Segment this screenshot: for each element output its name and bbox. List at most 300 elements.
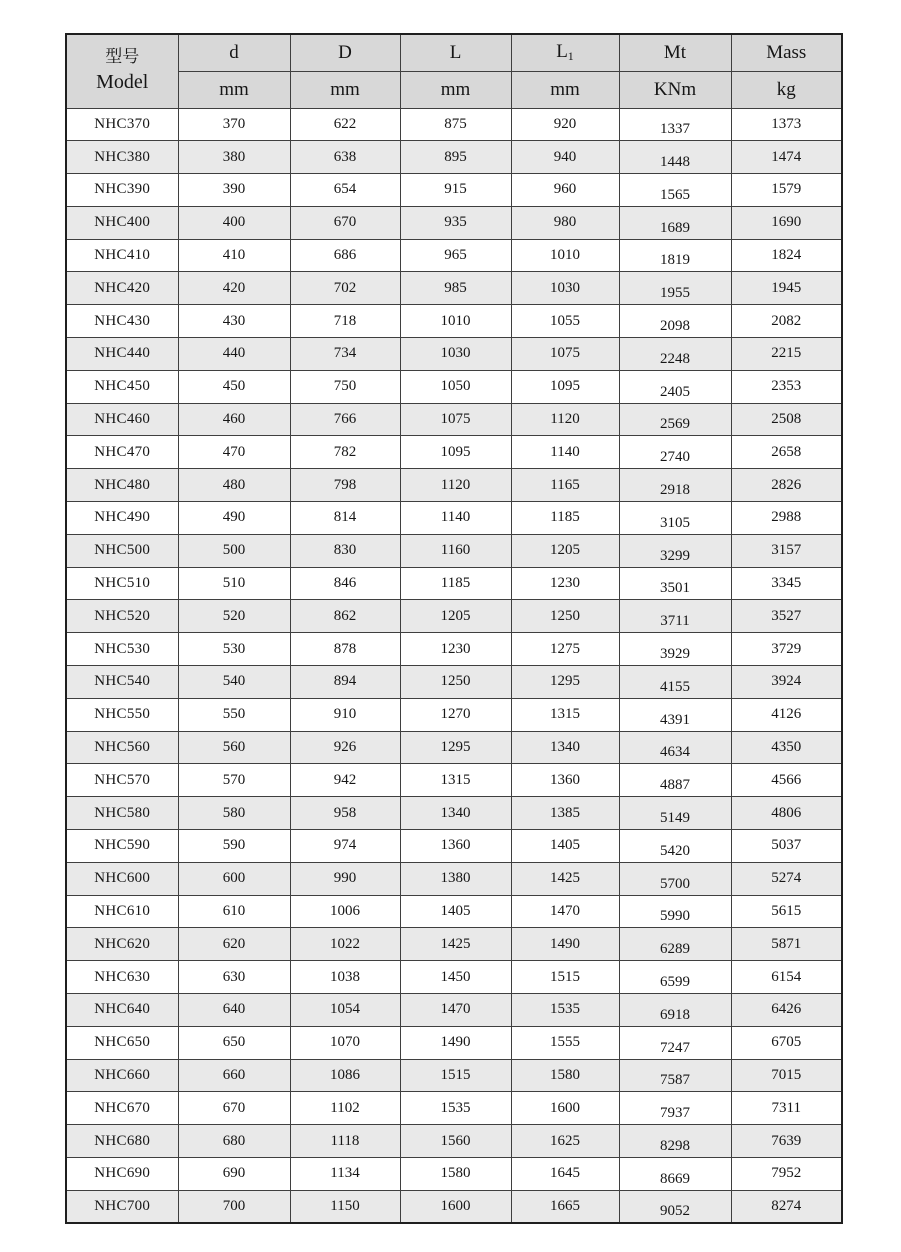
mt-value: 1565	[660, 186, 690, 203]
data-cell: 3924	[731, 666, 842, 699]
data-cell: 610	[178, 895, 290, 928]
mt-value: 2248	[660, 350, 690, 367]
data-cell: 1645	[511, 1158, 619, 1191]
model-cell: NHC440	[66, 338, 178, 371]
data-cell: 958	[290, 797, 400, 830]
data-cell: 1275	[511, 633, 619, 666]
model-cell: NHC430	[66, 305, 178, 338]
mt-value: 2098	[660, 318, 690, 335]
data-cell: 490	[178, 502, 290, 535]
data-cell: 1373	[731, 108, 842, 141]
data-cell: 1380	[400, 862, 511, 895]
data-cell: 814	[290, 502, 400, 535]
data-cell: 1120	[400, 469, 511, 502]
model-cell: NHC490	[66, 502, 178, 535]
model-cell: NHC600	[66, 862, 178, 895]
data-cell: 766	[290, 403, 400, 436]
model-header-english: Model	[96, 71, 149, 94]
data-cell: 6154	[731, 961, 842, 994]
model-cell: NHC570	[66, 764, 178, 797]
data-cell: 600	[178, 862, 290, 895]
data-cell: 875	[400, 108, 511, 141]
data-cell: 1490	[511, 928, 619, 961]
data-cell: 1315	[511, 698, 619, 731]
model-cell: NHC410	[66, 239, 178, 272]
model-cell: NHC420	[66, 272, 178, 305]
table-row-nhc390	[66, 174, 842, 207]
data-cell: 1625	[511, 1125, 619, 1158]
mt-value: 7247	[660, 1039, 690, 1056]
table-row-nhc540	[66, 666, 842, 699]
data-cell: 1095	[400, 436, 511, 469]
mt-cell	[619, 1158, 731, 1191]
model-cell: NHC690	[66, 1158, 178, 1191]
data-cell: 580	[178, 797, 290, 830]
mt-cell	[619, 502, 731, 535]
data-cell: 1086	[290, 1059, 400, 1092]
data-cell: 430	[178, 305, 290, 338]
column-header-d: d	[178, 34, 290, 71]
data-cell: 718	[290, 305, 400, 338]
model-cell: NHC400	[66, 206, 178, 239]
table-row-nhc370	[66, 108, 842, 141]
data-cell: 1185	[511, 502, 619, 535]
mt-cell	[619, 1125, 731, 1158]
mt-value: 9052	[660, 1203, 690, 1220]
mt-value: 6599	[660, 974, 690, 991]
model-cell: NHC500	[66, 534, 178, 567]
mt-value: 2405	[660, 383, 690, 400]
data-cell: 460	[178, 403, 290, 436]
data-cell: 1030	[400, 338, 511, 371]
data-cell: 8274	[731, 1190, 842, 1223]
table-row-nhc380	[66, 141, 842, 174]
data-cell: 520	[178, 600, 290, 633]
data-cell: 670	[178, 1092, 290, 1125]
mt-cell	[619, 1026, 731, 1059]
data-cell: 690	[178, 1158, 290, 1191]
spec-table	[65, 33, 843, 1224]
model-cell: NHC700	[66, 1190, 178, 1223]
data-cell: 798	[290, 469, 400, 502]
mt-value: 3711	[660, 613, 690, 630]
data-cell: 1340	[511, 731, 619, 764]
data-cell: 2826	[731, 469, 842, 502]
mt-value: 4391	[660, 711, 690, 728]
column-unit-l: mm	[400, 71, 511, 108]
table-row-nhc660	[66, 1059, 842, 1092]
mt-cell	[619, 534, 731, 567]
table-row-nhc670	[66, 1092, 842, 1125]
data-cell: 1425	[511, 862, 619, 895]
data-cell: 1360	[511, 764, 619, 797]
mt-cell	[619, 1059, 731, 1092]
data-cell: 560	[178, 731, 290, 764]
mt-cell	[619, 206, 731, 239]
mt-value: 5149	[660, 810, 690, 827]
data-cell: 942	[290, 764, 400, 797]
mt-value: 3929	[660, 646, 690, 663]
table-row-nhc530	[66, 633, 842, 666]
data-cell: 1824	[731, 239, 842, 272]
data-cell: 550	[178, 698, 290, 731]
data-cell: 470	[178, 436, 290, 469]
data-cell: 1140	[511, 436, 619, 469]
mt-cell	[619, 830, 731, 863]
data-cell: 1205	[511, 534, 619, 567]
data-cell: 390	[178, 174, 290, 207]
data-cell: 782	[290, 436, 400, 469]
data-cell: 1022	[290, 928, 400, 961]
data-cell: 410	[178, 239, 290, 272]
mt-cell	[619, 1092, 731, 1125]
mt-value: 2740	[660, 449, 690, 466]
model-cell: NHC590	[66, 830, 178, 863]
column-header-d: D	[290, 34, 400, 71]
data-cell: 1470	[511, 895, 619, 928]
mt-cell	[619, 797, 731, 830]
table-row-nhc570	[66, 764, 842, 797]
data-cell: 1095	[511, 370, 619, 403]
table-row-nhc650	[66, 1026, 842, 1059]
data-cell: 1340	[400, 797, 511, 830]
data-cell: 734	[290, 338, 400, 371]
data-cell: 910	[290, 698, 400, 731]
mt-cell	[619, 731, 731, 764]
data-cell: 926	[290, 731, 400, 764]
data-cell: 510	[178, 567, 290, 600]
mt-cell	[619, 141, 731, 174]
data-cell: 2215	[731, 338, 842, 371]
data-cell: 1295	[511, 666, 619, 699]
data-cell: 974	[290, 830, 400, 863]
model-cell: NHC530	[66, 633, 178, 666]
data-cell: 1474	[731, 141, 842, 174]
data-cell: 686	[290, 239, 400, 272]
data-cell: 1315	[400, 764, 511, 797]
mt-value: 3105	[660, 514, 690, 531]
model-cell: NHC480	[66, 469, 178, 502]
table-row-nhc480	[66, 469, 842, 502]
data-cell: 1470	[400, 994, 511, 1027]
data-cell: 4806	[731, 797, 842, 830]
column-header-mt: Mt	[619, 34, 731, 71]
data-cell: 680	[178, 1125, 290, 1158]
mt-cell	[619, 1190, 731, 1223]
table-row-nhc600	[66, 862, 842, 895]
data-cell: 830	[290, 534, 400, 567]
data-cell: 1010	[400, 305, 511, 338]
data-cell: 935	[400, 206, 511, 239]
mt-value: 3501	[660, 580, 690, 597]
data-cell: 1560	[400, 1125, 511, 1158]
table-row-nhc700	[66, 1190, 842, 1223]
model-cell: NHC520	[66, 600, 178, 633]
mt-value: 8669	[660, 1170, 690, 1187]
data-cell: 1250	[400, 666, 511, 699]
data-cell: 980	[511, 206, 619, 239]
data-cell: 1405	[400, 895, 511, 928]
table-row-nhc470	[66, 436, 842, 469]
data-cell: 7015	[731, 1059, 842, 1092]
mt-cell	[619, 862, 731, 895]
model-column-header	[66, 34, 178, 108]
mt-cell	[619, 928, 731, 961]
data-cell: 1555	[511, 1026, 619, 1059]
model-cell: NHC380	[66, 141, 178, 174]
data-cell: 1120	[511, 403, 619, 436]
mt-value: 7587	[660, 1072, 690, 1089]
mt-cell	[619, 469, 731, 502]
data-cell: 965	[400, 239, 511, 272]
data-cell: 1600	[400, 1190, 511, 1223]
mt-value: 7937	[660, 1105, 690, 1122]
table-row-nhc430	[66, 305, 842, 338]
data-cell: 370	[178, 108, 290, 141]
mt-value: 1955	[660, 285, 690, 302]
data-cell: 1038	[290, 961, 400, 994]
table-body	[66, 108, 842, 1223]
mt-value: 5420	[660, 842, 690, 859]
data-cell: 1055	[511, 305, 619, 338]
mt-cell	[619, 961, 731, 994]
model-cell: NHC460	[66, 403, 178, 436]
data-cell: 3345	[731, 567, 842, 600]
data-cell: 570	[178, 764, 290, 797]
model-cell: NHC660	[66, 1059, 178, 1092]
data-cell: 960	[511, 174, 619, 207]
mt-cell	[619, 895, 731, 928]
mt-cell	[619, 666, 731, 699]
data-cell: 420	[178, 272, 290, 305]
data-cell: 5274	[731, 862, 842, 895]
data-cell: 915	[400, 174, 511, 207]
table-row-nhc590	[66, 830, 842, 863]
data-cell: 940	[511, 141, 619, 174]
table-row-nhc580	[66, 797, 842, 830]
mt-value: 8298	[660, 1138, 690, 1154]
data-cell: 1490	[400, 1026, 511, 1059]
data-cell: 878	[290, 633, 400, 666]
data-cell: 500	[178, 534, 290, 567]
data-cell: 670	[290, 206, 400, 239]
table-row-nhc640	[66, 994, 842, 1027]
mt-cell	[619, 272, 731, 305]
data-cell: 1425	[400, 928, 511, 961]
column-unit-mt: KNm	[619, 71, 731, 108]
mt-value: 4155	[660, 678, 690, 695]
mt-cell	[619, 108, 731, 141]
data-cell: 1450	[400, 961, 511, 994]
column-unit-d: mm	[290, 71, 400, 108]
mt-cell	[619, 600, 731, 633]
mt-value: 5700	[660, 875, 690, 892]
data-cell: 1690	[731, 206, 842, 239]
model-cell: NHC670	[66, 1092, 178, 1125]
mt-cell	[619, 633, 731, 666]
data-cell: 1070	[290, 1026, 400, 1059]
data-cell: 1185	[400, 567, 511, 600]
data-cell: 7639	[731, 1125, 842, 1158]
data-cell: 3157	[731, 534, 842, 567]
data-cell: 1360	[400, 830, 511, 863]
table-row-nhc690	[66, 1158, 842, 1191]
model-cell: NHC370	[66, 108, 178, 141]
data-cell: 700	[178, 1190, 290, 1223]
model-cell: NHC560	[66, 731, 178, 764]
data-cell: 440	[178, 338, 290, 371]
data-cell: 1140	[400, 502, 511, 535]
data-cell: 2658	[731, 436, 842, 469]
model-cell: NHC510	[66, 567, 178, 600]
data-cell: 450	[178, 370, 290, 403]
data-cell: 895	[400, 141, 511, 174]
table-row-nhc410	[66, 239, 842, 272]
data-cell: 622	[290, 108, 400, 141]
mt-value: 2569	[660, 416, 690, 433]
model-cell: NHC450	[66, 370, 178, 403]
mt-cell	[619, 994, 731, 1027]
data-cell: 1150	[290, 1190, 400, 1223]
data-cell: 1580	[400, 1158, 511, 1191]
data-cell: 1385	[511, 797, 619, 830]
mt-value: 4887	[660, 777, 690, 794]
mt-value: 1448	[660, 154, 690, 171]
mt-value: 3299	[660, 547, 690, 564]
mt-value: 4634	[660, 744, 690, 761]
table-row-nhc500	[66, 534, 842, 567]
data-cell: 654	[290, 174, 400, 207]
model-cell: NHC610	[66, 895, 178, 928]
data-cell: 1535	[400, 1092, 511, 1125]
data-cell: 1160	[400, 534, 511, 567]
mt-cell	[619, 370, 731, 403]
data-cell: 1134	[290, 1158, 400, 1191]
data-cell: 1250	[511, 600, 619, 633]
data-cell: 1230	[400, 633, 511, 666]
column-header-mass: Mass	[731, 34, 842, 71]
data-cell: 1945	[731, 272, 842, 305]
data-cell: 985	[400, 272, 511, 305]
mt-value: 5990	[660, 908, 690, 925]
mt-cell	[619, 403, 731, 436]
data-cell: 1535	[511, 994, 619, 1027]
mt-value: 2918	[660, 482, 690, 499]
mt-value: 6289	[660, 941, 690, 958]
data-cell: 5615	[731, 895, 842, 928]
data-cell: 7952	[731, 1158, 842, 1191]
data-cell: 1580	[511, 1059, 619, 1092]
data-cell: 4350	[731, 731, 842, 764]
data-cell: 1515	[400, 1059, 511, 1092]
mt-cell	[619, 436, 731, 469]
data-cell: 7311	[731, 1092, 842, 1125]
data-cell: 1050	[400, 370, 511, 403]
model-cell: NHC680	[66, 1125, 178, 1158]
data-cell: 862	[290, 600, 400, 633]
column-header-subscript: 1	[567, 49, 574, 64]
table-row-nhc440	[66, 338, 842, 371]
table-row-nhc620	[66, 928, 842, 961]
data-cell: 1054	[290, 994, 400, 1027]
mt-cell	[619, 305, 731, 338]
data-cell: 894	[290, 666, 400, 699]
data-cell: 2508	[731, 403, 842, 436]
data-cell: 640	[178, 994, 290, 1027]
mt-cell	[619, 698, 731, 731]
data-cell: 2082	[731, 305, 842, 338]
model-cell: NHC550	[66, 698, 178, 731]
data-cell: 4126	[731, 698, 842, 731]
data-cell: 530	[178, 633, 290, 666]
table-row-nhc550	[66, 698, 842, 731]
model-cell: NHC630	[66, 961, 178, 994]
data-cell: 3729	[731, 633, 842, 666]
mt-cell	[619, 764, 731, 797]
data-cell: 5871	[731, 928, 842, 961]
data-cell: 1075	[400, 403, 511, 436]
table-row-nhc420	[66, 272, 842, 305]
mt-value: 1689	[660, 219, 690, 236]
mt-cell	[619, 174, 731, 207]
column-unit-d: mm	[178, 71, 290, 108]
column-unit-mass: kg	[731, 71, 842, 108]
data-cell: 380	[178, 141, 290, 174]
column-header-l: L	[400, 34, 511, 71]
mt-value: 1819	[660, 252, 690, 269]
table-row-nhc520	[66, 600, 842, 633]
table-row-nhc450	[66, 370, 842, 403]
table-row-nhc510	[66, 567, 842, 600]
data-cell: 920	[511, 108, 619, 141]
data-cell: 638	[290, 141, 400, 174]
table-header	[66, 34, 842, 108]
data-cell: 1118	[290, 1125, 400, 1158]
data-cell: 1030	[511, 272, 619, 305]
data-cell: 480	[178, 469, 290, 502]
data-cell: 702	[290, 272, 400, 305]
data-cell: 846	[290, 567, 400, 600]
column-unit-l1: mm	[511, 71, 619, 108]
model-cell: NHC390	[66, 174, 178, 207]
data-cell: 650	[178, 1026, 290, 1059]
data-cell: 6426	[731, 994, 842, 1027]
data-cell: 590	[178, 830, 290, 863]
data-cell: 1205	[400, 600, 511, 633]
mt-cell	[619, 567, 731, 600]
model-header-chinese: 型号	[105, 47, 140, 67]
table-row-nhc400	[66, 206, 842, 239]
data-cell: 1165	[511, 469, 619, 502]
table-row-nhc610	[66, 895, 842, 928]
data-cell: 540	[178, 666, 290, 699]
mt-cell	[619, 338, 731, 371]
model-cell: NHC620	[66, 928, 178, 961]
data-cell: 620	[178, 928, 290, 961]
table-row-nhc680	[66, 1125, 842, 1158]
mt-value: 6918	[660, 1006, 690, 1023]
data-cell: 990	[290, 862, 400, 895]
data-cell: 1295	[400, 731, 511, 764]
mt-cell	[619, 239, 731, 272]
data-cell: 1579	[731, 174, 842, 207]
data-cell: 1270	[400, 698, 511, 731]
data-cell: 2353	[731, 370, 842, 403]
mt-value: 1337	[660, 121, 690, 138]
table-row-nhc560	[66, 731, 842, 764]
data-cell: 2988	[731, 502, 842, 535]
data-cell: 4566	[731, 764, 842, 797]
